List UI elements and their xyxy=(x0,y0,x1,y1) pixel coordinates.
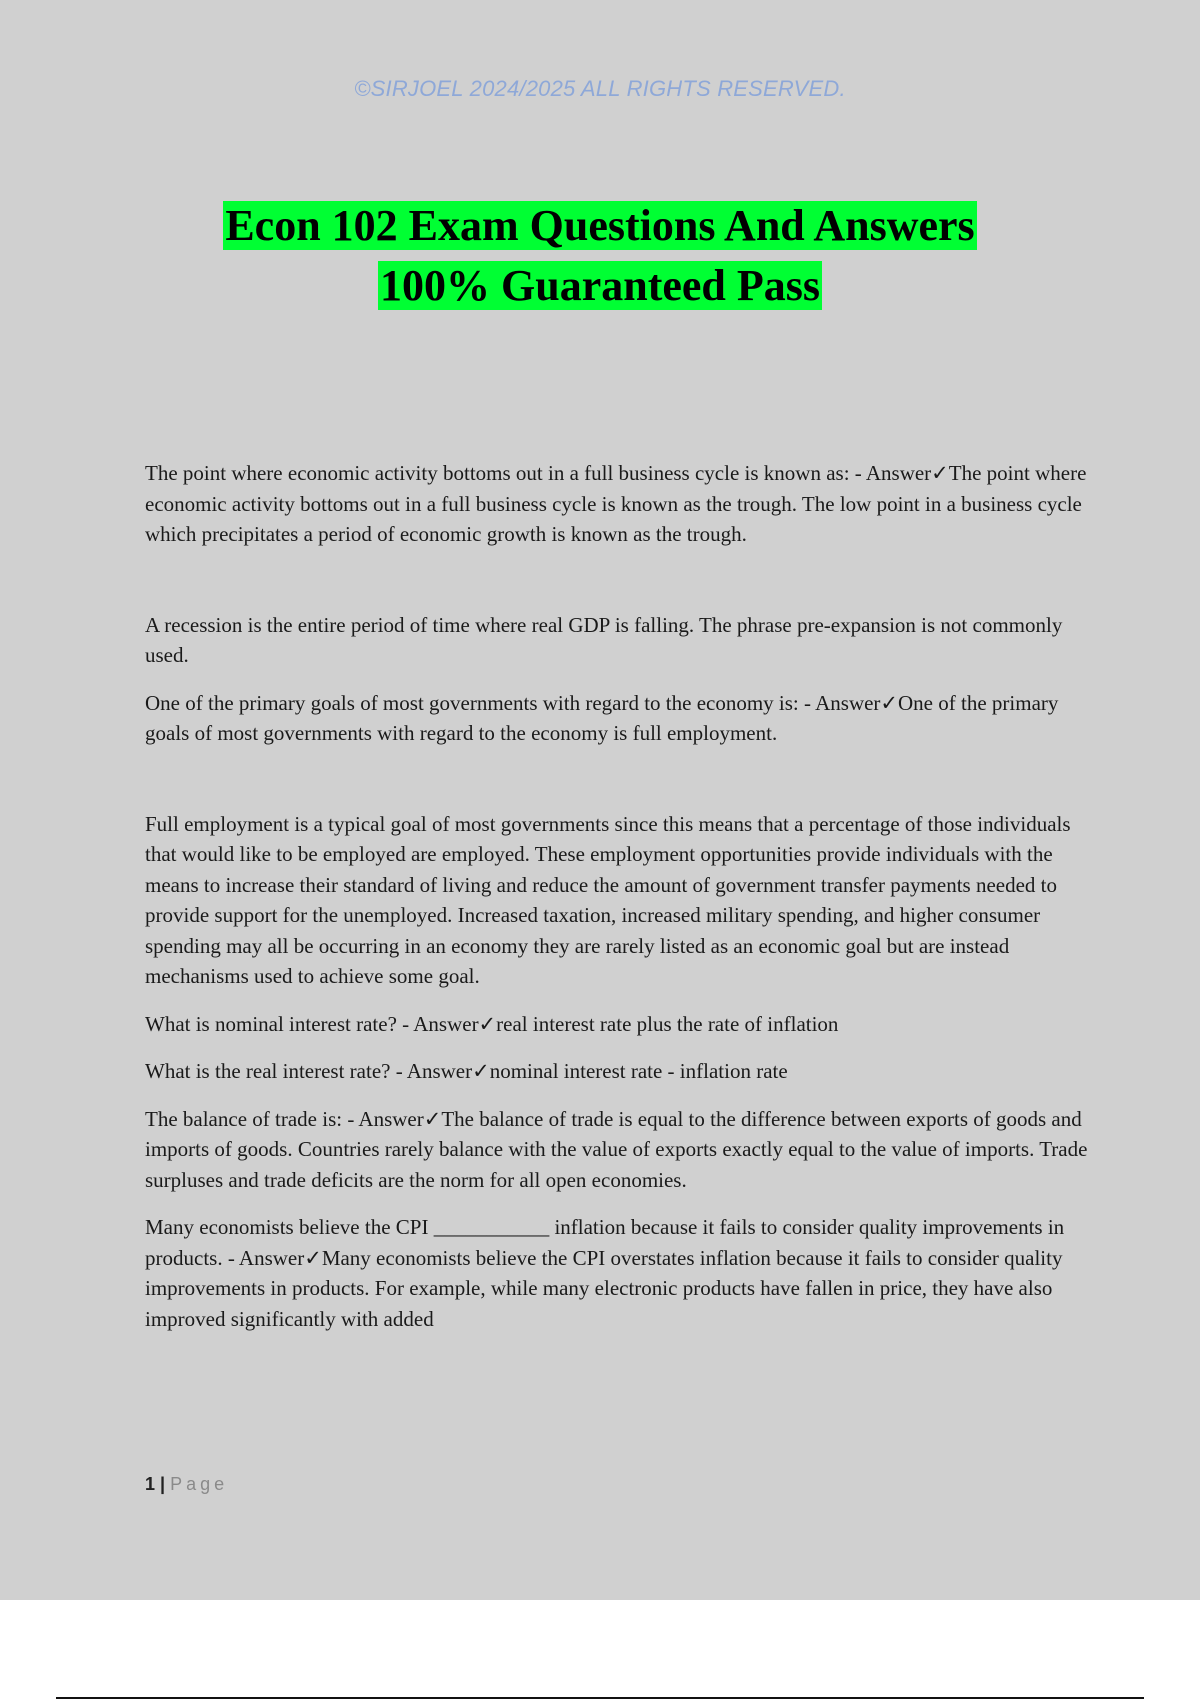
paragraph-real-interest: What is the real interest rate? - Answer✓nominal interest rate - inflation rate xyxy=(145,1059,788,1083)
page-label: Page xyxy=(170,1474,229,1494)
document-body xyxy=(145,458,1090,1334)
title-line-1: Econ 102 Exam Questions And Answers xyxy=(225,201,975,250)
paragraph-balance-of-trade: The balance of trade is: - Answer✓The balance of trade is equal to the difference between exports of goods and imports of goods. Countries rarely balance with the value of exports exactly equal to the value of imports. Trade surpluses and trade deficits are the norm for all open economies. xyxy=(145,1106,1088,1192)
copyright-header: ©SIRJOEL 2024/2025 ALL RIGHTS RESERVED. xyxy=(354,76,846,101)
paragraph-cpi: Many economists believe the CPI ___________ inflation because it fails to consider quality improvements in products. - Answer✓Many economists believe the CPI overstates inflation because it fails to consider quality improvements in products. For example, while many electronic products have fallen in price, they have also improved significantly with added xyxy=(145,1215,1065,1331)
page-footer xyxy=(145,1474,228,1495)
bottom-divider xyxy=(56,1697,1144,1699)
paragraph-nominal-interest: What is nominal interest rate? - Answer✓real interest rate plus the rate of inflation xyxy=(145,1011,839,1036)
paragraph-trough-question: The point where economic activity bottoms out in a full business cycle is known as: - Answer✓The point where economic activity bottoms out in a full business cycle is known as the trough. The low point in a business cycle which precipitates a period of economic growth is known as the trough. xyxy=(145,461,1087,546)
title-line-2: 100% Guaranteed Pass xyxy=(380,261,820,310)
page-number: 1 xyxy=(145,1474,156,1494)
paragraph-recession: A recession is the entire period of time where real GDP is falling. The phrase pre-expansion is not commonly used. xyxy=(145,612,1063,667)
paragraph-full-employment: Full employment is a typical goal of most governments since this means that a percentage of those individuals that would like to be employed are employed. These employment opportunities provide individuals with the means to increase their standard of living and reduce the amount of government transfer payments needed to provide support for the unemployed. Increased taxation, increased military spending, and higher consumer spending may all be occurring in an economy they are rarely listed as an economic goal but are instead mechanisms used to achieve some goal. xyxy=(145,811,1071,988)
paragraph-government-goals-question: One of the primary goals of most governments with regard to the economy is: - Answer✓One of the primary goals of most governments with regard to the economy is full employment. xyxy=(145,690,1059,745)
page-separator: | xyxy=(160,1474,166,1494)
document-title xyxy=(0,196,1200,316)
